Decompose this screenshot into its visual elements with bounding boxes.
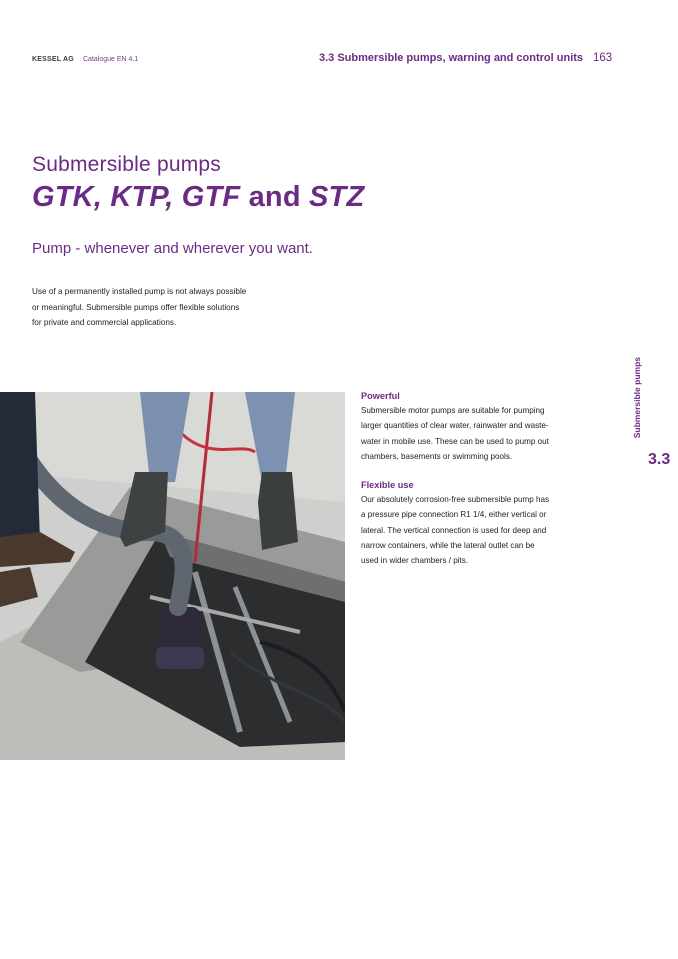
model-ktp: KTP [110,181,166,213]
page-title-models [32,181,364,214]
side-tab-label: Submersible pumps [632,357,642,439]
body-line: larger quantities of clear water, rainwater and waste- [361,421,549,431]
model-gtf: GTF [181,181,241,213]
section-body-powerful [361,403,591,464]
intro-line: or meaningful. Submersible pumps offer flexible solutions [32,302,240,312]
and-word: and [240,181,309,213]
page-number: 163 [593,52,613,64]
intro-paragraph [32,284,297,331]
body-line: lateral. The vertical connection is used for deep and [361,525,547,535]
brand-name: KESSEL AG [32,56,74,63]
separator: , [93,181,111,213]
section-heading-powerful: Powerful [361,391,400,401]
section-powerful [361,391,591,464]
section-flexible-use [361,480,591,568]
body-line: water in mobile use. These can be used to pump out [361,436,549,446]
model-gtk: GTK [32,181,94,213]
page-title-line1: Submersible pumps [32,153,221,176]
body-line: narrow containers, while the lateral outlet can be [361,540,535,550]
section-heading-flexible-use: Flexible use [361,480,414,490]
body-line: used in wider chambers / pits. [361,556,469,566]
page-subtitle: Pump - whenever and wherever you want. [32,240,313,257]
body-line: chambers, basements or swimming pools. [361,451,513,461]
body-line: Our absolutely corrosion-free submersible pump has [361,495,550,504]
intro-line: for private and commercial applications. [32,318,177,327]
body-line: a pressure pipe connection R1 1/4, either vertical or [361,510,547,520]
model-stz: STZ [309,181,365,213]
intro-line: Use of a permanently installed pump is not always possible [32,287,247,296]
catalogue-label: Catalogue EN 4.1 [83,56,139,63]
side-tab-number: 3.3 [648,451,671,468]
body-line: Submersible motor pumps are suitable for pumping [361,406,545,415]
section-heading: 3.3 Submersible pumps, warning and control units [319,52,584,64]
product-photo [0,392,345,760]
separator: , [165,181,182,213]
section-body-flexible-use [361,492,591,568]
